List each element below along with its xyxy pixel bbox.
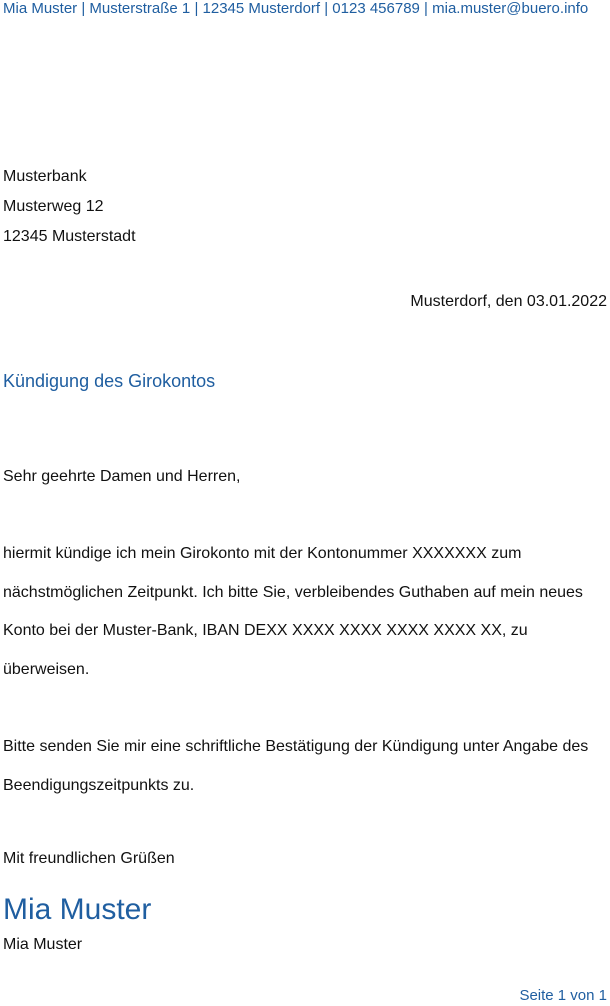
recipient-address — [3, 166, 136, 256]
page-number: Seite 1 von 1 — [519, 987, 607, 1004]
signature: Mia Muster — [3, 893, 152, 926]
recipient-line: 12345 Musterstadt — [3, 228, 136, 245]
body-line: nächstmöglichen Zeitpunkt. Ich bitte Sie, verbleibendes Guthaben auf mein neues — [3, 583, 583, 601]
body-paragraph — [3, 736, 607, 813]
body-line: hiermit kündige ich mein Girokonto mit der Kontonummer XXXXXXX zum — [3, 545, 522, 562]
letter-subject: Kündigung des Girokontos — [3, 371, 216, 391]
body-line: Beendigungszeitpunkts zu. — [3, 776, 195, 794]
recipient-line: Musterbank — [3, 168, 87, 185]
body-line: Bitte senden Sie mir eine schriftliche Bestätigung der Kündigung unter Angabe des — [3, 738, 589, 755]
place-and-date: Musterdorf, den 03.01.2022 — [410, 293, 607, 310]
body-paragraph — [3, 543, 607, 697]
recipient-line: Musterweg 12 — [3, 198, 104, 215]
body-line: Konto bei der Muster-Bank, IBAN DEXX XXXX XXXX XXXX XXXX XX, zu — [3, 622, 528, 639]
salutation: Sehr geehrte Damen und Herren, — [3, 468, 241, 485]
closing-formula: Mit freundlichen Grüßen — [3, 850, 175, 867]
sender-contact-line: Mia Muster | Musterstraße 1 | 12345 Musterdorf | 0123 456789 | mia.muster@buero.info — [3, 0, 589, 17]
body-line: überweisen. — [3, 660, 90, 678]
signer-name: Mia Muster — [3, 936, 83, 953]
